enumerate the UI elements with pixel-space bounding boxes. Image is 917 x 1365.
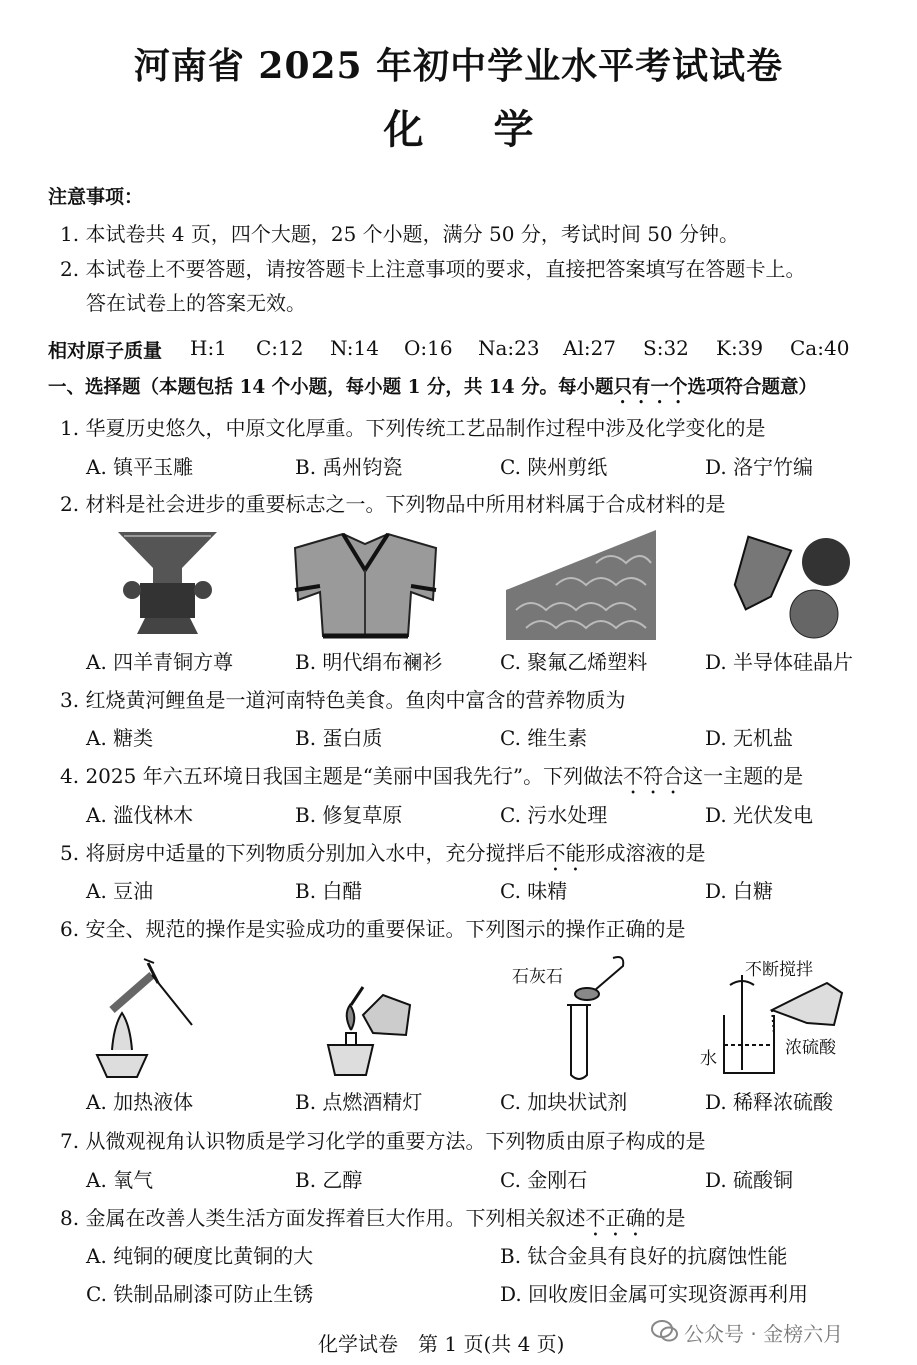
water-label: 水 bbox=[700, 1049, 717, 1069]
question-1-option-a: A. 镇平玉雕 bbox=[86, 455, 194, 479]
question-4-stem bbox=[60, 760, 803, 799]
atomic-mass-label: 相对原子质量 bbox=[48, 340, 163, 362]
question-8-stem-post: 的是 bbox=[645, 1206, 686, 1230]
question-3-option-c: C. 维生素 bbox=[500, 726, 588, 750]
watermark: 公众号 · 金榜六月 bbox=[684, 1322, 844, 1346]
question-3-option-b: B. 蛋白质 bbox=[295, 726, 383, 750]
question-8-stem-pre: 8. 金属在改善人类生活方面发挥着巨大作用。下列相关叙述 bbox=[60, 1206, 586, 1230]
question-5-stem-pre: 5. 将厨房中适量的下列物质分别加入水中，充分搅拌后 bbox=[60, 841, 546, 865]
atomic-mass-al: Al:27 bbox=[563, 336, 617, 360]
acid-label: 浓硫酸 bbox=[785, 1038, 836, 1058]
stir-label: 不断搅拌 bbox=[745, 960, 813, 980]
question-3-option-a: A. 糖类 bbox=[86, 726, 154, 750]
section-header bbox=[48, 373, 817, 408]
question-5-option-d: D. 白糖 bbox=[705, 879, 774, 903]
question-8-stem-emphasis: 不正确 bbox=[585, 1206, 646, 1230]
section-header-tail: 选项符合题意） bbox=[687, 377, 818, 398]
atomic-mass-k: K:39 bbox=[716, 336, 764, 360]
atomic-mass-o: O:16 bbox=[404, 336, 453, 360]
atomic-mass-h: H:1 bbox=[190, 336, 227, 360]
question-4-stem-emphasis: 不符合 bbox=[623, 764, 684, 788]
question-4-option-a: A. 滥伐林木 bbox=[86, 803, 194, 827]
atomic-mass-na: Na:23 bbox=[478, 336, 540, 360]
question-7-option-a: A. 氧气 bbox=[86, 1168, 154, 1192]
question-8-option-c: C. 铁制品刷漆可防止生锈 bbox=[86, 1282, 314, 1306]
atomic-mass-s: S:32 bbox=[643, 336, 689, 360]
subject-title: 化学 bbox=[383, 106, 604, 153]
plastic-film-image bbox=[506, 530, 656, 640]
section-header-emphasis: 只有一个 bbox=[613, 377, 688, 398]
question-4-stem-post: 这一主题的是 bbox=[683, 764, 804, 788]
atomic-mass-c: C:12 bbox=[256, 336, 304, 360]
question-2-option-a: A. 四羊青铜方尊 bbox=[86, 650, 234, 674]
question-4-stem-pre: 4. 2025 年六五环境日我国主题是“美丽中国我先行”。下列做法 bbox=[60, 764, 624, 788]
question-7-option-d: D. 硫酸铜 bbox=[705, 1168, 794, 1192]
notice-item-2-cont: 答在试卷上的答案无效。 bbox=[86, 291, 306, 315]
diluting-acid-figure bbox=[712, 965, 852, 1080]
notice-item-1: 1. 本试卷共 4 页，四个大题，25 个小题，满分 50 分，考试时间 50 分钟。 bbox=[60, 222, 740, 246]
silicon-wafer-image bbox=[718, 532, 858, 642]
question-6-option-b: B. 点燃酒精灯 bbox=[295, 1090, 423, 1114]
question-8-option-a: A. 纯铜的硬度比黄铜的大 bbox=[86, 1244, 314, 1268]
question-1-stem: 1. 华夏历史悠久，中原文化厚重。下列传统工艺品制作过程中涉及化学变化的是 bbox=[60, 416, 766, 440]
question-6-option-d: D. 稀释浓硫酸 bbox=[705, 1090, 834, 1114]
question-2-stem: 2. 材料是社会进步的重要标志之一。下列物品中所用材料属于合成材料的是 bbox=[60, 492, 726, 516]
question-2-option-d: D. 半导体硅晶片 bbox=[705, 650, 854, 674]
question-5-option-a: A. 豆油 bbox=[86, 879, 154, 903]
question-1-option-b: B. 禹州钧瓷 bbox=[295, 455, 403, 479]
notice-heading: 注意事项： bbox=[48, 186, 144, 208]
question-5-stem-emphasis: 不能 bbox=[545, 841, 586, 865]
question-5-stem bbox=[60, 837, 705, 876]
lighting-alcohol-lamp-figure bbox=[318, 975, 418, 1080]
question-5-option-c: C. 味精 bbox=[500, 879, 568, 903]
question-5-option-b: B. 白醋 bbox=[295, 879, 363, 903]
limestone-label: 石灰石 bbox=[512, 967, 563, 987]
section-header-head: 一、选择题（本题包括 14 个小题，每小题 1 分，共 14 分。每小题 bbox=[48, 377, 614, 398]
question-7-option-b: B. 乙醇 bbox=[295, 1168, 363, 1192]
question-7-stem: 7. 从微观视角认识物质是学习化学的重要方法。下列物质由原子构成的是 bbox=[60, 1129, 706, 1153]
question-8-stem bbox=[60, 1202, 685, 1241]
question-4-option-c: C. 污水处理 bbox=[500, 803, 608, 827]
question-6-stem: 6. 安全、规范的操作是实验成功的重要保证。下列图示的操作正确的是 bbox=[60, 917, 686, 941]
adding-solid-figure bbox=[555, 950, 635, 1085]
question-7-option-c: C. 金刚石 bbox=[500, 1168, 588, 1192]
ming-robe-image bbox=[293, 530, 438, 640]
question-6-option-a: A. 加热液体 bbox=[86, 1090, 194, 1114]
page-footer: 化学试卷 第 1 页(共 4 页) bbox=[318, 1332, 565, 1356]
question-4-option-b: B. 修复草原 bbox=[295, 803, 403, 827]
page-title: 河南省 2025 年初中学业水平考试试卷 bbox=[133, 45, 784, 87]
atomic-mass-n: N:14 bbox=[330, 336, 379, 360]
question-5-stem-post: 形成溶液的是 bbox=[585, 841, 706, 865]
question-6-option-c: C. 加块状试剂 bbox=[500, 1090, 628, 1114]
question-1-option-d: D. 洛宁竹编 bbox=[705, 455, 814, 479]
question-3-option-d: D. 无机盐 bbox=[705, 726, 794, 750]
question-3-stem: 3. 红烧黄河鲤鱼是一道河南特色美食。鱼肉中富含的营养物质为 bbox=[60, 688, 626, 712]
bronze-vessel-image bbox=[110, 528, 225, 638]
notice-item-2: 2. 本试卷上不要答题，请按答题卡上注意事项的要求，直接把答案填写在答题卡上。 bbox=[60, 257, 806, 281]
heating-liquid-figure bbox=[92, 955, 207, 1080]
question-4-option-d: D. 光伏发电 bbox=[705, 803, 814, 827]
atomic-mass-ca: Ca:40 bbox=[790, 336, 850, 360]
question-2-option-c: C. 聚氟乙烯塑料 bbox=[500, 650, 648, 674]
question-2-option-b: B. 明代绢布襕衫 bbox=[295, 650, 443, 674]
question-1-option-c: C. 陕州剪纸 bbox=[500, 455, 608, 479]
wechat-icon bbox=[650, 1318, 680, 1344]
question-8-option-b: B. 钛合金具有良好的抗腐蚀性能 bbox=[500, 1244, 788, 1268]
question-8-option-d: D. 回收废旧金属可实现资源再利用 bbox=[500, 1282, 809, 1306]
